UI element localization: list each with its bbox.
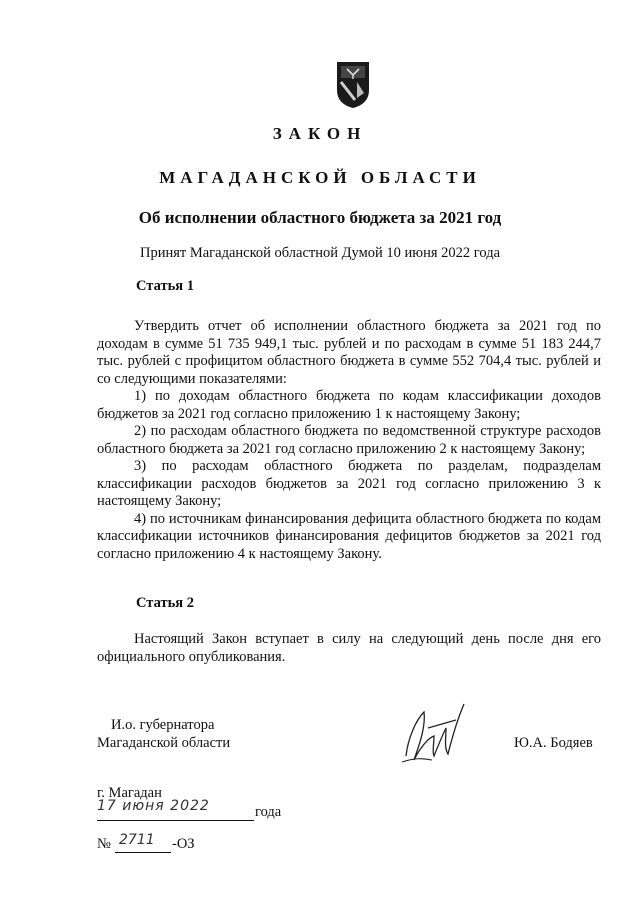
article-1-paragraph: 1) по доходам областного бюджета по кодам классификации доходов бюджетов за 2021 год согласно приложению 1 к настоящему Закону;	[97, 388, 601, 422]
article-1-paragraph: 2) по расходам областного бюджета по ведомственной структуре расходов областного бюджета за 2021 год согласно приложению 2 к настоящему Закону;	[97, 423, 601, 457]
signatory-position-line: И.о. губернатора	[111, 717, 215, 733]
number-suffix: -ОЗ	[172, 836, 195, 852]
signatory-position-line: Магаданской области	[97, 735, 231, 751]
handwritten-signature	[398, 698, 474, 770]
article-1-paragraph: 3) по расходам областного бюджета по разделам, подразделам классификации расходов бюджетов за 2021 год согласно приложению 3 к настоящему Закону;	[97, 458, 601, 509]
number-sign: №	[97, 836, 111, 852]
article-2-body	[97, 631, 601, 666]
region-heading: МАГАДАНСКОЙ ОБЛАСТИ	[159, 168, 481, 187]
handwritten-date: 17 июня 2022	[97, 798, 210, 814]
date-suffix: года	[255, 804, 282, 820]
city: г. Магадан	[97, 785, 162, 801]
law-number	[97, 832, 217, 856]
signatory-position	[97, 716, 230, 752]
article-2-heading: Статья 2	[136, 595, 194, 611]
coat-of-arms-icon	[333, 60, 373, 110]
article-1-paragraph: Утвердить отчет об исполнении областного бюджета за 2021 год по доходам в сумме 51 735 949,1 тыс. рублей и по расходам в сумме 51 183 244,7 тыс. рублей с профицитом областного бюджета в сумме 552 704,4 тыс. рублей и со следующими показателями:	[97, 318, 601, 387]
adoption-note: Принят Магаданской областной Думой 10 июня 2022 года	[139, 245, 501, 261]
article-2-paragraph: Настоящий Закон вступает в силу на следующий день после дня его официального опубликования.	[97, 631, 601, 665]
document-type-heading: ЗАКОН	[272, 124, 368, 143]
article-1-heading: Статья 1	[136, 278, 194, 294]
law-title: Об исполнении областного бюджета за 2021 год	[138, 208, 502, 227]
article-1-body	[97, 318, 601, 563]
signatory-name: Ю.А. Бодяев	[514, 735, 593, 751]
date-underline	[97, 820, 254, 821]
article-1-paragraph: 4) по источникам финансирования дефицита областного бюджета по кодам классификации источников финансирования дефицитов бюджетов за 2021 год согласно приложению 4 к настоящему Закону.	[97, 510, 601, 562]
handwritten-number: 2711	[119, 832, 155, 848]
number-underline	[115, 852, 171, 853]
signing-date	[97, 798, 297, 824]
